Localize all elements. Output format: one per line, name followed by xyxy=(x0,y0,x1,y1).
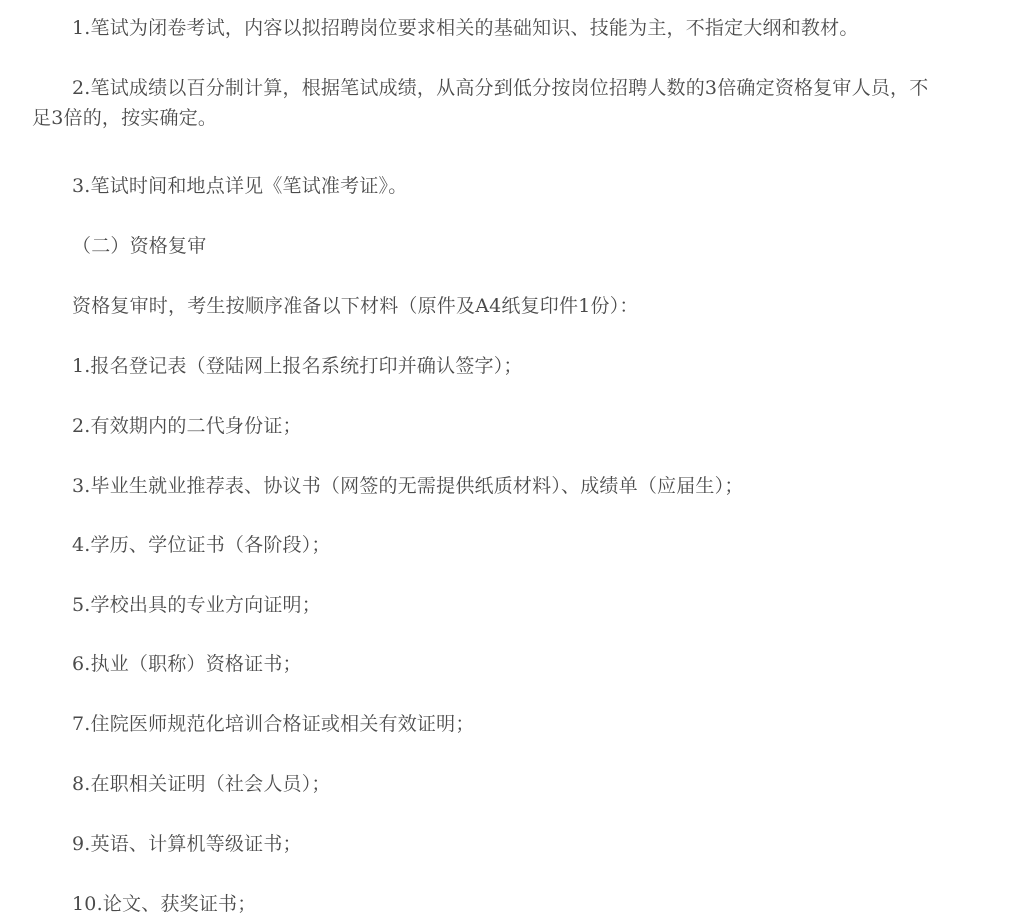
paragraph-written-exam-format: 1.笔试为闭卷考试，内容以拟招聘岗位要求相关的基础知识、技能为主，不指定大纲和教材。 xyxy=(72,17,859,39)
list-item: 9.英语、计算机等级证书； xyxy=(72,833,302,855)
paragraph-written-exam-score: 2.笔试成绩以百分制计算，根据笔试成绩，从高分到低分按岗位招聘人数的3倍确定资格复审人员，不足3倍的，按实确定。 xyxy=(32,77,929,129)
list-item: 4.学历、学位证书（各阶段）； xyxy=(72,534,331,556)
list-item: 2.有效期内的二代身份证； xyxy=(72,415,302,437)
list-item: 5.学校出具的专业方向证明； xyxy=(72,594,321,616)
list-item: 8.在职相关证明（社会人员）； xyxy=(72,773,331,795)
list-item: 6.执业（职称）资格证书； xyxy=(72,653,302,675)
paragraph-review-materials-intro: 资格复审时，考生按顺序准备以下材料（原件及A4纸复印件1份）： xyxy=(72,295,639,317)
section-heading-qualification-review: （二）资格复审 xyxy=(72,235,207,257)
list-item: 1.报名登记表（登陆网上报名系统打印并确认签字）； xyxy=(72,355,523,377)
paragraph-written-exam-time: 3.笔试时间和地点详见《笔试准考证》。 xyxy=(72,175,408,197)
list-item: 3.毕业生就业推荐表、协议书（网签的无需提供纸质材料）、成绩单（应届生）； xyxy=(72,475,744,497)
list-item: 10.论文、获奖证书； xyxy=(72,893,257,915)
list-item: 7.住院医师规范化培训合格证或相关有效证明； xyxy=(72,713,475,735)
